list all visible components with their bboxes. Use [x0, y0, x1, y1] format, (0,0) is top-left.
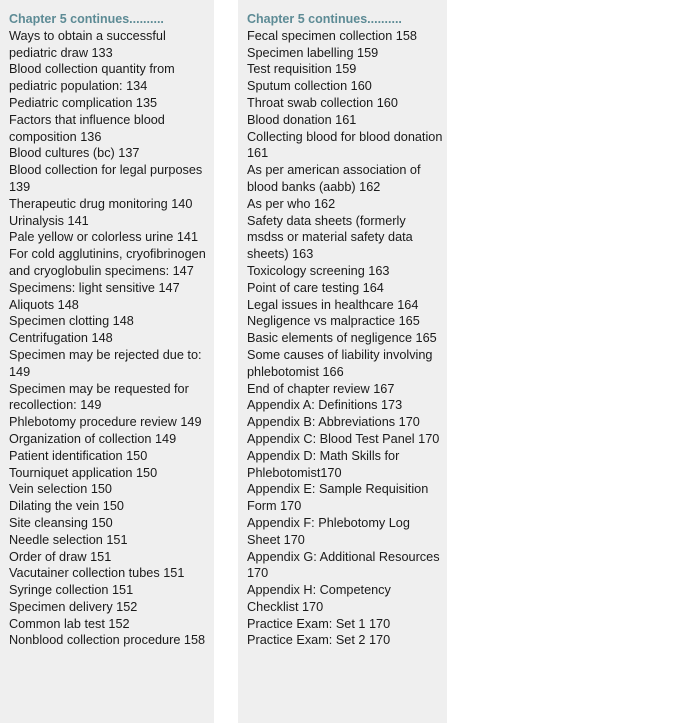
toc-entry: Needle selection 151 [9, 532, 128, 547]
toc-column-left [0, 0, 214, 723]
toc-entry: Vacutainer collection tubes 151 [9, 566, 185, 581]
toc-entry: Nonblood collection procedure 158 [9, 633, 206, 648]
toc-entry: Blood collection quantity from pediatric population: 134 [9, 62, 175, 94]
toc-entry: Order of draw 151 [9, 549, 112, 564]
toc-entry: Dilating the vein 150 [9, 499, 124, 514]
toc-entry: Test requisition 159 [247, 62, 357, 77]
toc-entry: Common lab test 152 [9, 616, 130, 631]
toc-entry: Fecal specimen collection 158 [247, 28, 417, 43]
toc-entry: Collecting blood for blood donation 161 [247, 129, 443, 161]
toc-entry: Pale yellow or colorless urine 141 [9, 230, 198, 245]
toc-entry: Point of care testing 164 [247, 280, 384, 295]
toc-entry: Therapeutic drug monitoring 140 [9, 196, 193, 211]
toc-entry: Throat swab collection 160 [247, 95, 398, 110]
column-heading: Chapter 5 continues.......... [247, 12, 402, 26]
toc-entry: Blood collection for legal purposes 139 [9, 163, 203, 194]
toc-entry: Appendix D: Math Skills for Phlebotomist170 [247, 448, 400, 480]
toc-entry: Specimen delivery 152 [9, 599, 138, 614]
toc-entry: Specimen may be requested for recollection: 149 [9, 381, 189, 413]
toc-entry: Specimen labelling 159 [247, 45, 379, 60]
toc-entry: Ways to obtain a successful pediatric draw 133 [9, 28, 166, 60]
toc-entry: Appendix F: Phlebotomy Log Sheet 170 [247, 515, 410, 547]
toc-entry: Phlebotomy procedure review 149 [9, 415, 202, 430]
toc-entry: As per american association of blood banks (aabb) 162 [247, 163, 421, 194]
toc-list [247, 28, 447, 649]
toc-entry: Syringe collection 151 [9, 583, 134, 598]
toc-entry: Some causes of liability involving phlebotomist 166 [247, 347, 433, 379]
toc-entry: Blood cultures (bc) 137 [9, 146, 140, 161]
toc-list [9, 28, 214, 649]
toc-entry: Centrifugation 148 [9, 331, 113, 346]
toc-entry: Appendix A: Definitions 173 [247, 398, 403, 413]
toc-entry: Tourniquet application 150 [9, 465, 158, 480]
toc-entry: End of chapter review 167 [247, 381, 395, 396]
toc-entry: As per who 162 [247, 196, 336, 211]
toc-entry: Practice Exam: Set 1 170 [247, 616, 391, 631]
toc-entry: Toxicology screening 163 [247, 263, 390, 278]
toc-entry: Aliquots 148 [9, 297, 79, 312]
toc-entry: Appendix H: Competency Checklist 170 [247, 583, 391, 614]
toc-entry: Legal issues in healthcare 164 [247, 297, 419, 312]
toc-entry: Specimens: light sensitive 147 [9, 280, 180, 295]
toc-entry: Vein selection 150 [9, 482, 112, 497]
toc-entry: Appendix G: Additional Resources 170 [247, 549, 440, 581]
toc-entry: Specimen clotting 148 [9, 314, 134, 329]
toc-entry: Organization of collection 149 [9, 431, 177, 446]
toc-entry: Practice Exam: Set 2 170 [247, 633, 391, 648]
toc-entry: Specimen may be rejected due to: 149 [9, 347, 202, 379]
toc-entry: Factors that influence blood composition 136 [9, 112, 165, 144]
toc-entry: Sputum collection 160 [247, 79, 372, 94]
toc-column-right [238, 0, 447, 723]
toc-entry: Appendix E: Sample Requisition Form 170 [247, 482, 429, 514]
column-heading: Chapter 5 continues.......... [9, 12, 164, 26]
toc-entry: Appendix C: Blood Test Panel 170 [247, 431, 440, 446]
toc-entry: Basic elements of negligence 165 [247, 331, 437, 346]
toc-entry: Blood donation 161 [247, 112, 357, 127]
toc-entry: Safety data sheets (formerly msdss or material safety data sheets) 163 [247, 213, 413, 262]
toc-entry: Urinalysis 141 [9, 213, 89, 228]
toc-entry: For cold agglutinins, cryofibrinogen and cryoglobulin specimens: 147 [9, 247, 206, 278]
toc-entry: Negligence vs malpractice 165 [247, 314, 420, 329]
toc-entry: Patient identification 150 [9, 448, 148, 463]
toc-entry: Site cleansing 150 [9, 515, 113, 530]
toc-entry: Appendix B: Abbreviations 170 [247, 415, 420, 430]
toc-entry: Pediatric complication 135 [9, 95, 158, 110]
